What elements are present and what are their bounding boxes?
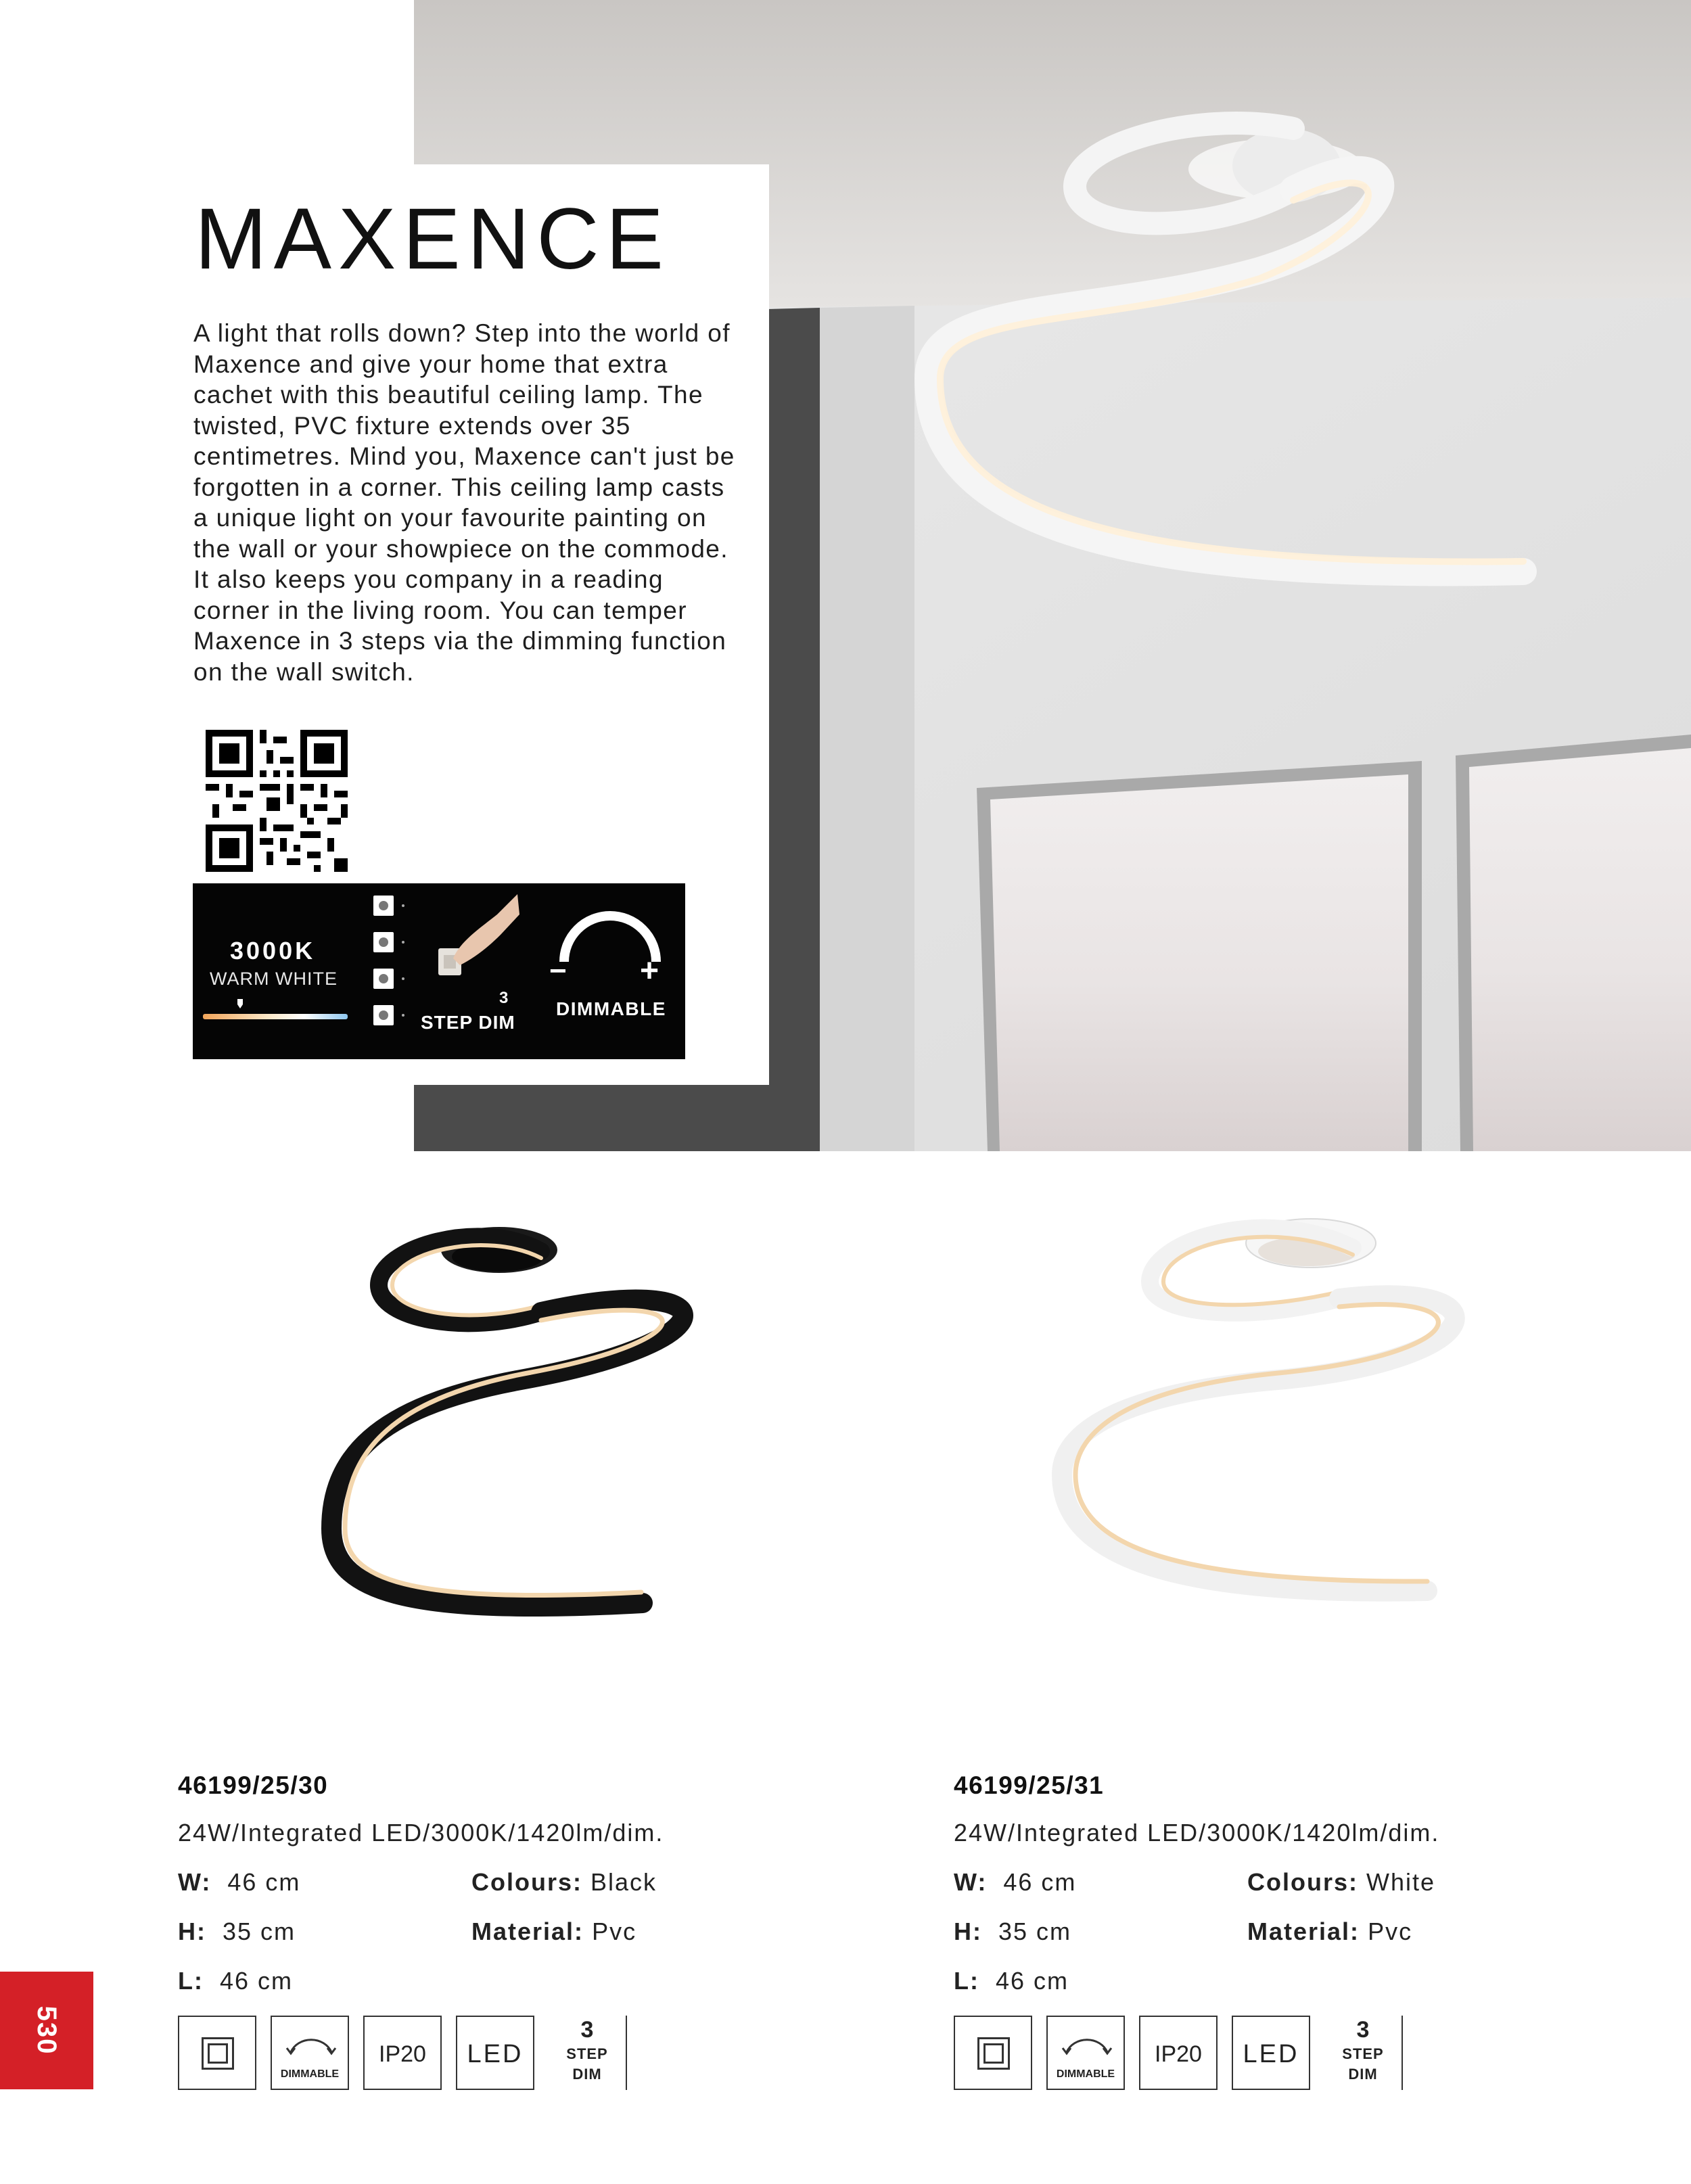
page-title: MAXENCE bbox=[195, 191, 670, 287]
led-icon: LED bbox=[1232, 2016, 1310, 2090]
feature-icons bbox=[954, 2016, 1414, 2093]
hand-switch-icon bbox=[433, 887, 521, 982]
colour-spec: Colours: Black bbox=[471, 1868, 657, 1896]
material-spec: Material: Pvc bbox=[1247, 1918, 1413, 1945]
qr-code[interactable] bbox=[206, 730, 348, 872]
product-code: 46199/25/31 bbox=[954, 1771, 1105, 1799]
colour-spec: Colours: White bbox=[1247, 1868, 1436, 1896]
color-temperature: 3000K bbox=[230, 937, 316, 965]
step-dim-label: STEP DIM bbox=[421, 1012, 515, 1033]
product-description: A light that rolls down? Step into the world of Maxence and give your home that extra cachet with this beautiful ceiling lamp. The twisted, PVC fixture extends over 35 centimetres. Mind you, Maxence can't just be forgotten in a corner. This ceiling lamp casts a unique light on your favourite painting on the wall or your showpiece on the commode. It also keeps you company in a reading corner in the living room. You can temper Maxence in 3 steps via the dimming function on the wall switch. bbox=[193, 319, 735, 686]
ip20-icon: IP20 bbox=[363, 2016, 442, 2090]
height-spec: H: 35 cm bbox=[178, 1918, 296, 1945]
width-spec: W: 46 cm bbox=[178, 1868, 301, 1896]
feature-icons bbox=[178, 2016, 638, 2093]
bulb-levels-icon bbox=[371, 893, 411, 1035]
class-2-insulation-icon bbox=[954, 2016, 1032, 2090]
product-spec: 24W/Integrated LED/3000K/1420lm/dim. bbox=[178, 1819, 664, 1846]
class-2-insulation-icon bbox=[178, 2016, 256, 2090]
dimmable-icon: DIMMABLE bbox=[271, 2016, 349, 2090]
width-spec: W: 46 cm bbox=[954, 1868, 1077, 1896]
length-spec: L: 46 cm bbox=[178, 1967, 294, 1995]
plus-sign: + bbox=[640, 953, 659, 989]
height-spec: H: 35 cm bbox=[954, 1918, 1072, 1945]
step-dim-number: 3 bbox=[499, 989, 509, 1007]
length-spec: L: 46 cm bbox=[954, 1967, 1069, 1995]
color-temperature-scale bbox=[203, 999, 348, 1026]
minus-sign: − bbox=[549, 954, 567, 988]
material-spec: Material: Pvc bbox=[471, 1918, 637, 1945]
product-image-white bbox=[1035, 1177, 1508, 1650]
scale-pointer-icon bbox=[237, 999, 243, 1008]
page-number: 530 bbox=[32, 2005, 62, 2055]
step-dim-icon: 3 STEP DIM bbox=[1324, 2016, 1403, 2090]
color-temperature-label: WARM WHITE bbox=[210, 969, 338, 989]
step-dim-icon: 3 STEP DIM bbox=[549, 2016, 627, 2090]
ip20-icon: IP20 bbox=[1139, 2016, 1218, 2090]
product-spec: 24W/Integrated LED/3000K/1420lm/dim. bbox=[954, 1819, 1440, 1846]
dimmable-label: DIMMABLE bbox=[556, 998, 666, 1019]
product-code: 46199/25/30 bbox=[178, 1771, 329, 1799]
led-icon: LED bbox=[456, 2016, 534, 2090]
product-image-black bbox=[304, 1177, 778, 1650]
dimmable-icon: DIMMABLE bbox=[1046, 2016, 1125, 2090]
